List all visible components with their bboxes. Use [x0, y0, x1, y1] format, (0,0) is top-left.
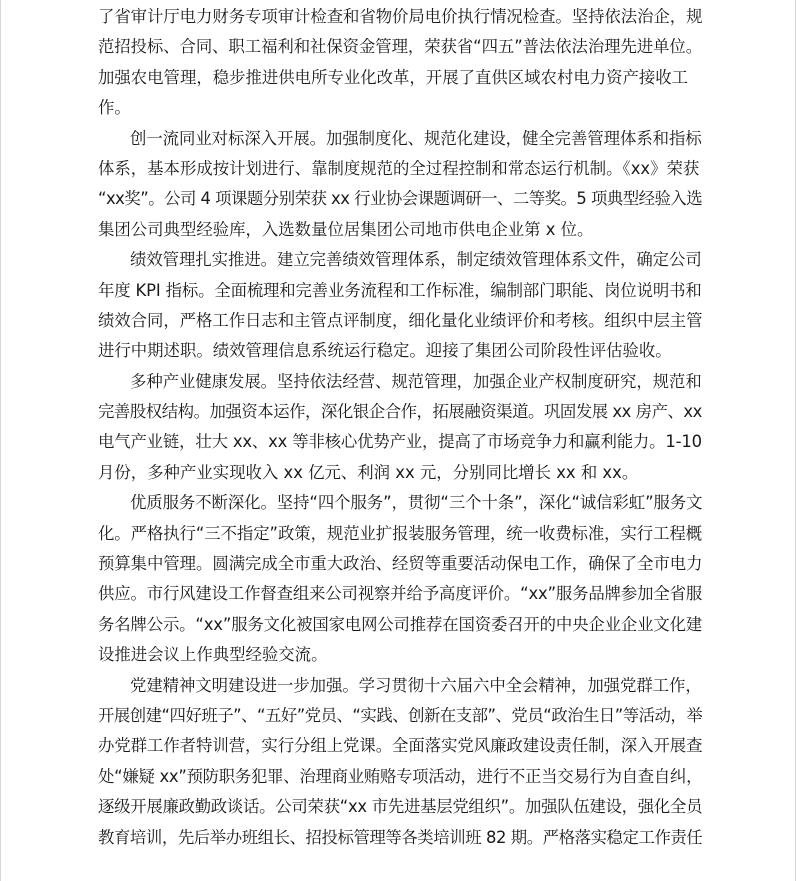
text-line: 月份，多种产业实现收入 xx 亿元、利润 xx 元，分别同比增长 xx 和 xx。 — [98, 462, 639, 482]
paragraph-first-line: 多种产业健康发展。坚持依法经营、规范管理，加强企业产权制度研究，规范和 — [130, 371, 702, 391]
text-line: 预算集中管理。圆满完成全市重大政治、经贸等重要活动保电工作，确保了全市电力 — [98, 554, 702, 574]
text-line: 教育培训，先后举办班组长、招投标管理等各类培训班 82 期。严格落实稳定工作责任 — [98, 827, 702, 847]
paragraph-first-line: 优质服务不断深化。坚持“四个服务”，贯彻“三个十条”，深化“诚信彩虹”服务文 — [130, 493, 702, 513]
text-line: 办党群工作者特训营，实行分组上党课。全面落实党风廉政建设责任制，深入开展查 — [98, 736, 702, 756]
paragraph-first-line: 创一流同业对标深入开展。加强制度化、规范化建设，健全完善管理体系和指标 — [130, 128, 702, 148]
text-line: 完善股权结构。加强资本运作，深化银企合作，拓展融资渠道。巩固发展 xx 房产、xx — [98, 402, 702, 422]
text-line: 设推进会议上作典型经验交流。 — [98, 645, 328, 665]
text-line: 绩效合同，严格工作日志和主管点评制度，细化量化业绩评价和考核。组织中层主管 — [98, 310, 702, 330]
text-line: 逐级开展廉政勤政谈话。公司荣获“xx 市先进基层党组织”。加强队伍建设，强化全员 — [98, 797, 702, 817]
paragraph-first-line: 绩效管理扎实推进。建立完善绩效管理体系，制定绩效管理体系文件，确定公司 — [130, 250, 702, 270]
text-line: 年度 KPI 指标。全面梳理和完善业务流程和工作标准，编制部门职能、岗位说明书和 — [98, 280, 702, 300]
text-line: 体系，基本形成按计划进行、靠制度规范的全过程控制和常态运行机制。《xx》荣获 — [98, 158, 700, 178]
text-line: 作。 — [98, 98, 131, 118]
paragraph-first-line: 党建精神文明建设进一步加强。学习贯彻十六届六中全会精神，加强党群工作， — [130, 675, 702, 695]
text-line: 化。严格执行“三不指定”政策，规范业扩报装服务管理，统一收费标准，实行工程概 — [98, 523, 702, 543]
document-body — [98, 2, 702, 853]
text-line: 加强农电管理，稳步推进供电所专业化改革，开展了直供区域农村电力资产接收工 — [98, 67, 689, 87]
text-line: 供应。市行风建设工作督查组来公司视察并给予高度评价。“xx”服务品牌参加全省服 — [98, 584, 702, 604]
text-line: 范招投标、合同、职工福利和社保资金管理，荣获省“四五”普法依法治理先进单位。 — [98, 37, 702, 57]
text-line: 处“嫌疑 xx”预防职务犯罪、治理商业贿赂专项活动，进行不正当交易行为自查自纠， — [98, 766, 702, 786]
text-line: 了省审计厅电力财务专项审计检查和省物价局电价执行情况检查。坚持依法治企，规 — [98, 7, 702, 26]
text-line: 开展创建“四好班子”、“五好”党员、“实践、创新在支部”、党员“政治生日”等活动，举 — [98, 705, 702, 725]
text-line: 电气产业链，壮大 xx、xx 等非核心优势产业，提高了市场竞争力和赢利能力。1-10 — [98, 432, 702, 452]
text-line: 集团公司典型经验库，入选数量位居集团公司地市供电企业第 x 位。 — [98, 219, 594, 239]
text-line: 务名牌公示。“xx”服务文化被国家电网公司推荐在国资委召开的中央企业企业文化建 — [98, 614, 702, 634]
text-line: “xx奖”。公司 4 项课题分别荣获 xx 行业协会课题调研一、二等奖。5 项典型经验入选 — [98, 189, 702, 209]
text-line: 进行中期述职。绩效管理信息系统运行稳定。迎接了集团公司阶段性评估验收。 — [98, 341, 672, 361]
